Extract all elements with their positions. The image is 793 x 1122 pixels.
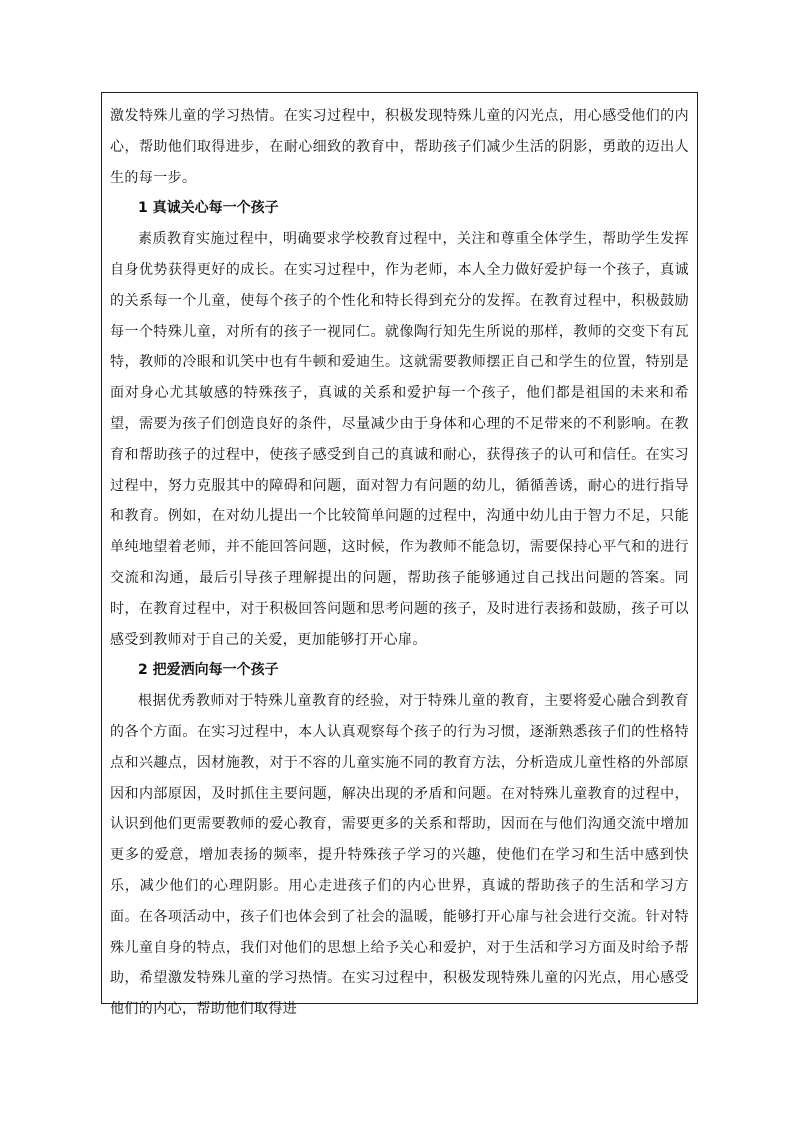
section-heading: 1 真诚关心每一个孩子 bbox=[138, 200, 279, 217]
paragraph: 根据优秀教师对于特殊儿童教育的经验，对于特殊儿童的教育，主要将爱心融合到教育的各个方面。在实习过程中，本人认真观察每个孩子的行为习惯，逐渐熟悉孩子们的性格特点和兴趣点，因材施教，对于不容的儿童实施不同的教育方法，分析造成儿童性格的外部原因和内部原因，及时抓住主要问题，解决出现的矛盾和问题。在对特殊儿童教育的过程中，认识到他们更需要教师的爱心教育，需要更多的关系和帮助，因而在与他们沟通交流中增加更多的爱意，增加表扬的频率，提升特殊孩子学习的兴趣，使他们在学习和生活中感到快乐，减少他们的心理阴影。用心走进孩子们的内心世界，真诚的帮助孩子的生活和学习方面。在各项活动中，孩子们也体会到了社会的温暖，能够打开心扉与社会进行交流。针对特殊儿童自身的特点，我们对他们的思想上给予关心和爱护，对于生活和学习方面及时给予帮助，希望激发特殊儿童的学习热情。在实习过程中，积极发现特殊儿童的闪光点，用心感受他们的内心，帮助他们取得进 bbox=[110, 693, 689, 1018]
document-frame bbox=[101, 92, 698, 1018]
paragraph: 激发特殊儿童的学习热情。在实习过程中，积极发现特殊儿童的闪光点，用心感受他们的内心，帮助他们取得进步，在耐心细致的教育中，帮助孩子们减少生活的阴影，勇敢的迈出人生的每一步。 bbox=[110, 108, 689, 186]
document-body bbox=[110, 101, 689, 1025]
paragraph: 素质教育实施过程中，明确要求学校教育过程中，关注和尊重全体学生，帮助学生发挥自身优势获得更好的成长。在实习过程中，作为老师，本人全力做好爱护每一个孩子，真诚的关系每一个儿童，使每个孩子的个性化和特长得到充分的发挥。在教育过程中，积极鼓励每一个特殊儿童，对所有的孩子一视同仁。就像陶行知先生所说的那样，教师的交变下有瓦特，教师的冷眼和讥笑中也有牛顿和爱迪生。这就需要教师摆正自己和学生的位置，特别是面对身心尤其敏感的特殊孩子，真诚的关系和爱护每一个孩子，他们都是祖国的未来和希望，需要为孩子们创造良好的条件，尽量减少由于身体和心理的不足带来的不利影响。在教育和帮助孩子的过程中，使孩子感受到自己的真诚和耐心，获得孩子的认可和信任。在实习过程中，努力克服其中的障碍和问题，面对智力有问题的幼儿，循循善诱，耐心的进行指导和教育。例如，在对幼儿提出一个比较简单问题的过程中，沟通中幼儿由于智力不足，只能单纯地望着老师，并不能回答问题，这时候，作为教师不能急切，需要保持心平气和的进行交流和沟通，最后引导孩子理解提出的问题，帮助孩子能够通过自己找出问题的答案。同时，在教育过程中，对于积极回答问题和思考问题的孩子，及时进行表扬和鼓励，孩子可以感受到教师对于自己的关爱，更加能够打开心扉。 bbox=[110, 231, 689, 648]
section-heading: 2 把爱洒向每一个孩子 bbox=[138, 662, 279, 679]
